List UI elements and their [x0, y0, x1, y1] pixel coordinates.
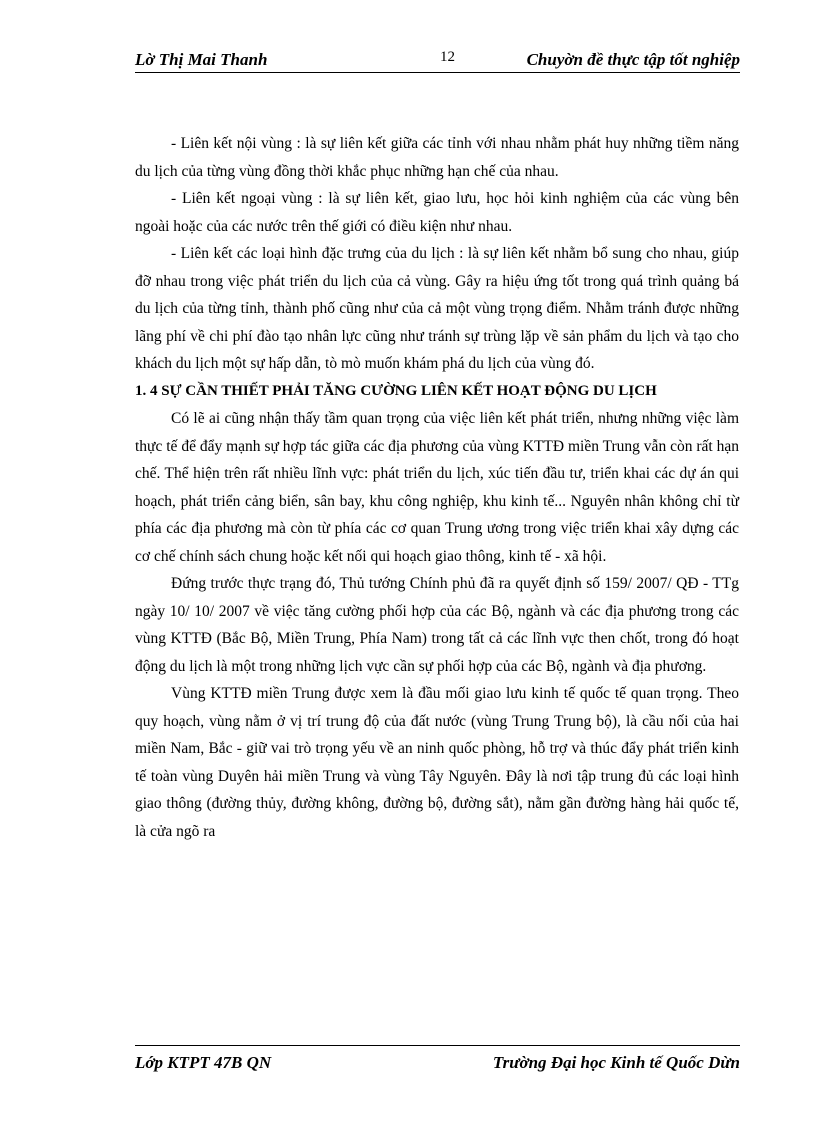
page-header	[135, 48, 740, 73]
header-doc-title: Chuyờn đề thực tập tốt nghiệp	[526, 50, 740, 69]
paragraph-central-region: Vùng KTTĐ miền Trung được xem là đầu mối giao lưu kinh tế quốc tế quan trọng. Theo quy hoạch, vùng nằm ở vị trí trung độ của đất nước (vùng Trung Trung bộ), là cầu nối của hai miền Nam, Bắc - giữ vai trò trọng yếu về an ninh quốc phòng, hỗ trợ và thúc đẩy phát triển kinh tế toàn vùng Duyên hải miền Trung và vùng Tây Nguyên. Đây là nơi tập trung đủ các loại hình giao thông (đường thủy, đường không, đường bộ, đường sắt), nằm gần đường hàng hải quốc tế, là cửa ngõ ra	[135, 685, 739, 840]
paragraph-extra-regional-link: - Liên kết ngoại vùng : là sự liên kết, giao lưu, học hỏi kinh nghiệm của các vùng bên ngoài hoặc của các nước trên thế giới có điều kiện như nhau.	[135, 190, 739, 235]
paragraph-importance: Có lẽ ai cũng nhận thấy tầm quan trọng của việc liên kết phát triển, nhưng những việc làm thực tế để đẩy mạnh sự hợp tác giữa các địa phương của vùng KTTĐ miền Trung vẫn còn rất hạn chế. Thể hiện trên rất nhiều lĩnh vực: phát triển du lịch, xúc tiến đầu tư, triển khai các dự án qui hoạch, phát triển cảng biển, sân bay, khu công nghiệp, khu kinh tế... Nguyên nhân không chỉ từ phía các địa phương mà còn từ phía các cơ quan Trung ương trong việc triển khai xây dựng các cơ chế chính sách chung hoặc kết nối qui hoạch giao thông, kinh tế - xã hội.	[135, 410, 739, 565]
page-body	[135, 130, 739, 845]
section-heading: 1. 4 SỰ CẦN THIẾT PHẢI TĂNG CƯỜNG LIÊN KẾT HOẠT ĐỘNG DU LỊCH	[135, 382, 657, 399]
page-footer	[135, 1045, 740, 1076]
footer-class-name: Lớp KTPT 47B QN	[135, 1053, 272, 1072]
paragraph-tourism-type-link: - Liên kết các loại hình đặc trưng của du lịch : là sự liên kết nhằm bổ sung cho nhau, giúp đỡ nhau trong việc phát triển du lịch của cả vùng. Gây ra hiệu ứng tốt trong quá trình quảng bá du lịch của từng tỉnh, thành phố cũng như của cả một vùng trọng điểm. Nhằm tránh được những lãng phí về chi phí đào tạo nhân lực cũng như tránh sự trùng lặp về sản phẩm du lịch và tạo cho khách du lịch một sự hấp dẫn, tò mò muốn khám phá du lịch của vùng đó.	[135, 245, 739, 372]
paragraph-intra-regional-link: - Liên kết nội vùng : là sự liên kết giữa các tỉnh với nhau nhằm phát huy những tiềm năng du lịch của từng vùng đồng thời khắc phục những hạn chế của nhau.	[135, 135, 739, 180]
header-author: Lờ Thị Mai Thanh	[135, 50, 268, 69]
page-number: 12	[440, 49, 455, 65]
paragraph-decision: Đứng trước thực trạng đó, Thủ tướng Chính phủ đã ra quyết định số 159/ 2007/ QĐ - TTg ngày 10/ 10/ 2007 về việc tăng cường phối hợp của các Bộ, ngành và các địa phương trong các vùng KTTĐ (Bắc Bộ, Miền Trung, Phía Nam) trong tất cả các lĩnh vực then chốt, trong đó hoạt động du lịch là một trong những lịch vực cần sự phối hợp của các Bộ, ngành và địa phương.	[135, 575, 739, 675]
footer-university: Trường Đại học Kinh tế Quốc Dừn	[492, 1053, 740, 1072]
